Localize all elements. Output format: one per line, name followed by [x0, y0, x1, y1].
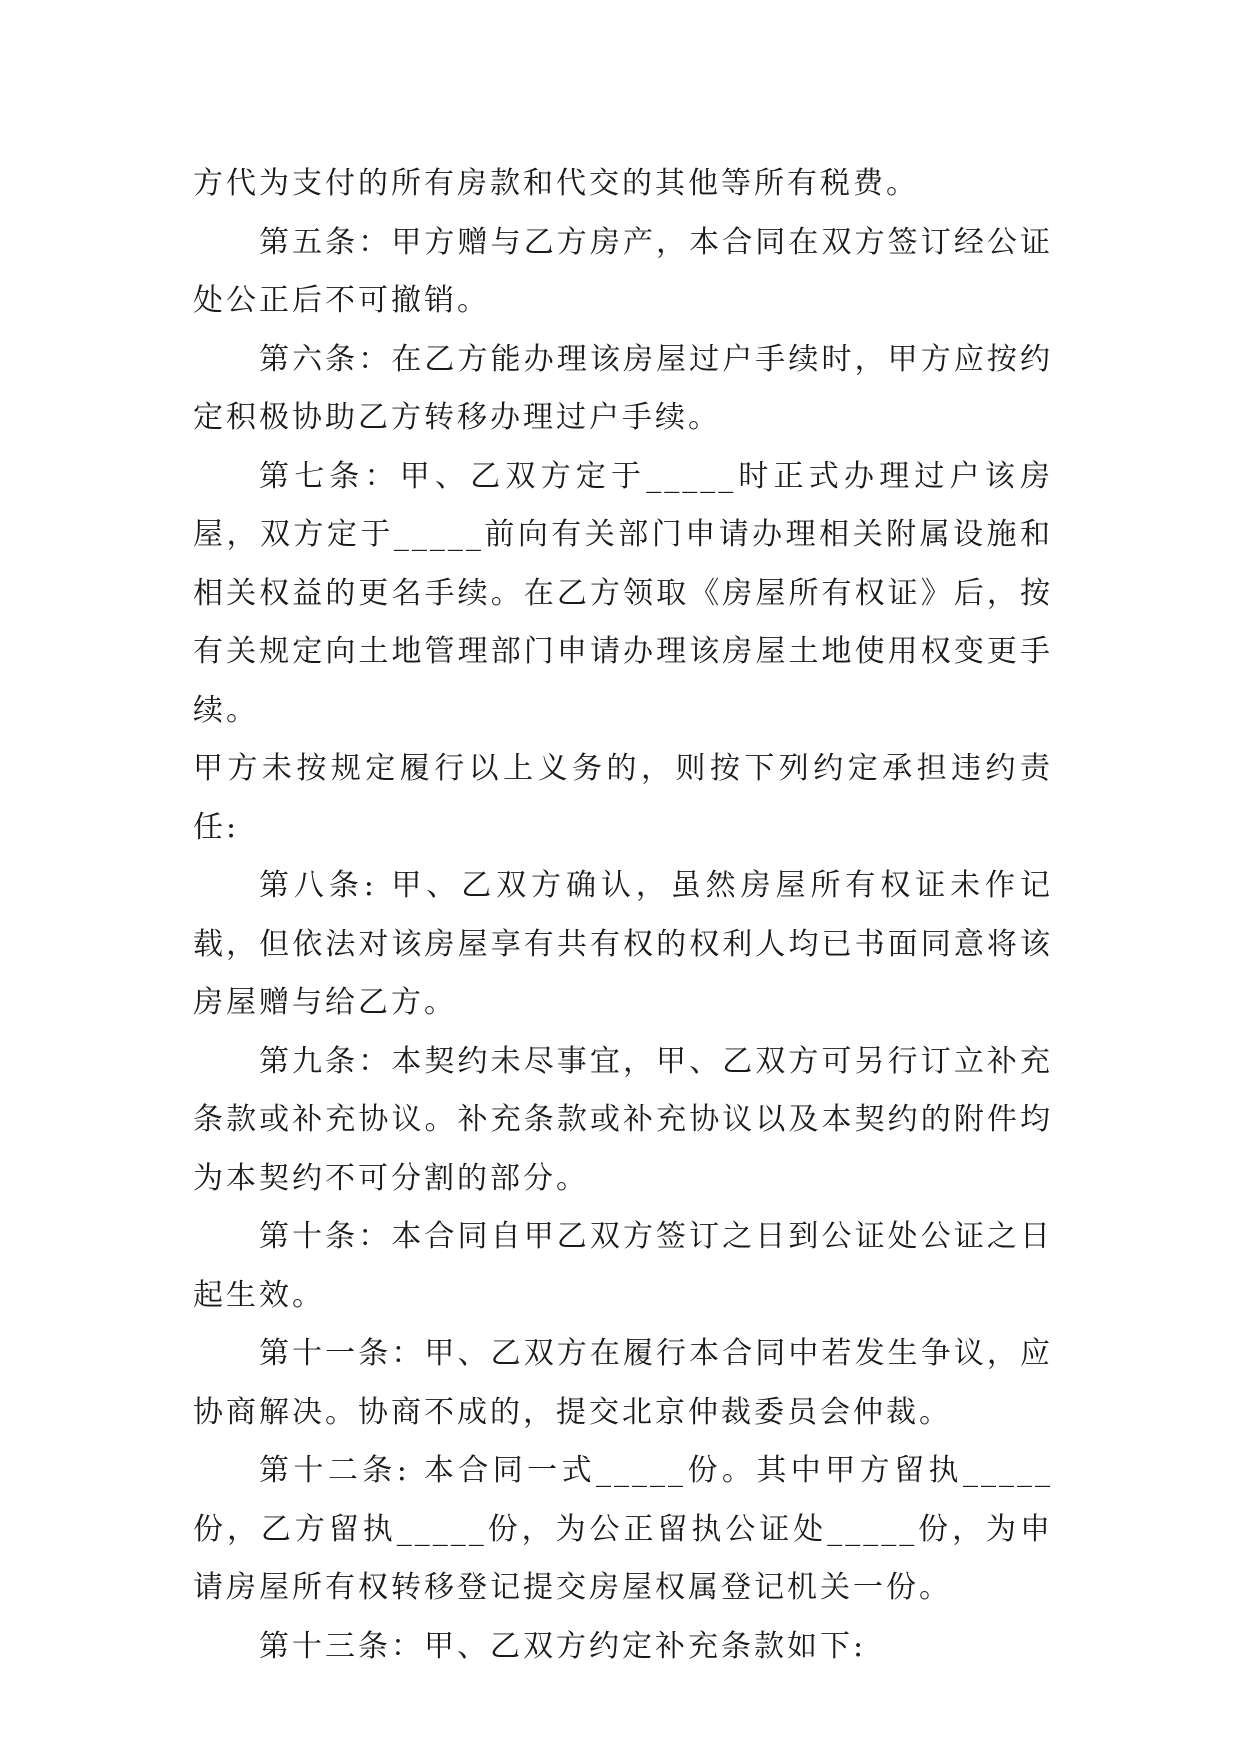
article-8-paragraph: 第八条: 甲、乙双方确认，虽然房屋所有权证未作记载，但依法对该房屋享有共有权的权利人均已书面同意将该房屋赠与给乙方。: [193, 868, 1053, 1020]
document-body: [193, 155, 1053, 1676]
article-12-paragraph: 第十二条: 本合同一式_____份。其中甲方留执_____份，乙方留执_____份，为公正留执公证处_____份，为申请房屋所有权转移登记提交房屋权属登记机关一份。: [193, 1453, 1053, 1605]
article-7-paragraph: 第七条：甲、乙双方定于_____时正式办理过户该房屋，双方定于_____前向有关部门申请办理相关附属设施和相关权益的更名手续。在乙方领取《房屋所有权证》后，按有关规定向土地管理部门申请办理该房屋土地使用权变更手续。: [193, 458, 1053, 728]
article-6-paragraph: 第六条：在乙方能办理该房屋过户手续时，甲方应按约定积极协助乙方转移办理过户手续。: [193, 341, 1053, 435]
breach-liability-paragraph: 甲方未按规定履行以上义务的，则按下列约定承担违约责任:: [193, 751, 1053, 845]
paragraph-continuation: 方代为支付的所有房款和代交的其他等所有税费。: [193, 166, 919, 201]
article-5-paragraph: 第五条：甲方赠与乙方房产，本合同在双方签订经公证处公正后不可撤销。: [193, 224, 1053, 318]
article-13-paragraph: 第十三条：甲、乙双方约定补充条款如下:: [259, 1628, 867, 1664]
article-9-paragraph: 第九条：本契约未尽事宜，甲、乙双方可另行订立补充条款或补充协议。补充条款或补充协议以及本契约的附件均为本契约不可分割的部分。: [193, 1043, 1053, 1196]
article-11-paragraph: 第十一条：甲、乙双方在履行本合同中若发生争议，应协商解决。协商不成的，提交北京仲裁委员会仲裁。: [193, 1336, 1053, 1430]
article-10-paragraph: 第十条：本合同自甲乙双方签订之日到公证处公证之日起生效。: [193, 1219, 1053, 1313]
